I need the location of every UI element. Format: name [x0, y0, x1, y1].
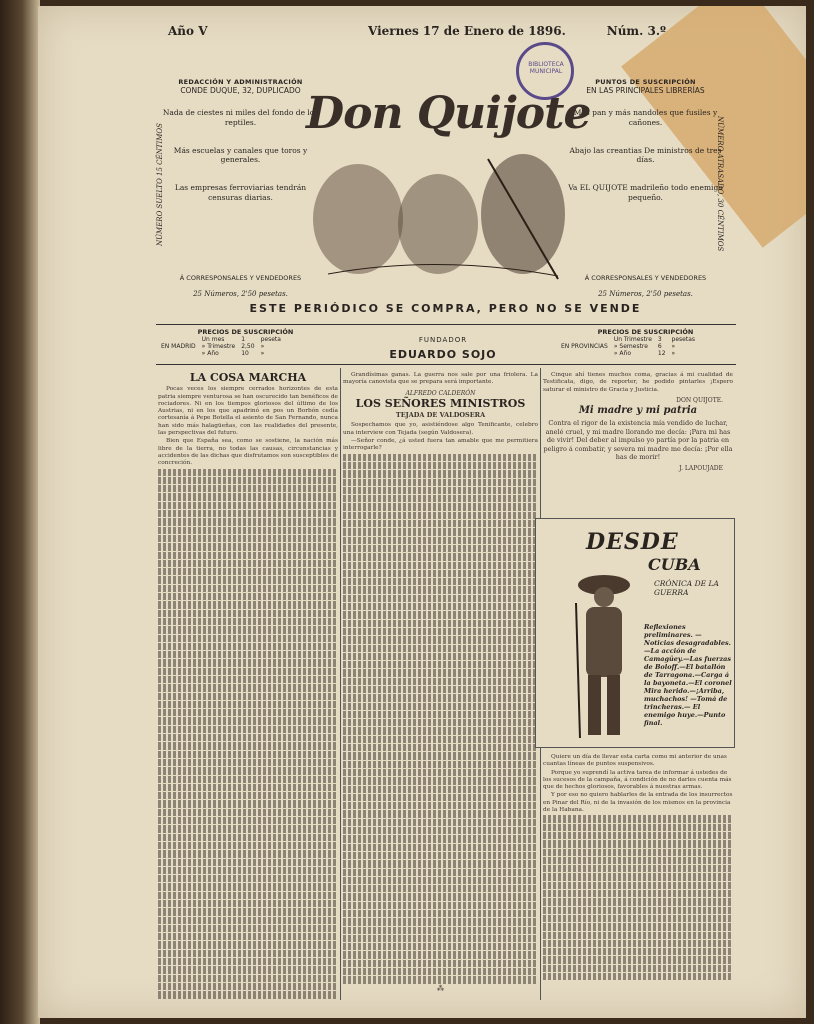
subscription-right [558, 328, 733, 357]
article-column-3 [543, 372, 733, 475]
table-cell: 3 [657, 336, 662, 343]
article-column-1 [158, 372, 338, 1000]
table-cell: pesetas [671, 336, 696, 343]
table-cell: » Año [613, 350, 631, 357]
poem-text: Contra el rigor de la existencia mía vendido de luchar, anelé cruel, y mi madre llorando me decía: ¡Para mi has de vivir! Del deber al impulso yo partía por la patria en peligro á combatir, y severa mi madre me decía: ¡Por ella has de morir! [543, 419, 733, 462]
poem-title: Mi madre y mi patria [578, 405, 698, 417]
article-paragraph: —Señor conde, ¿á usted fuera tan amable que me permitiera interrogarle? [343, 438, 538, 452]
subscription-left-table [158, 336, 284, 357]
left-info-price: 25 Números, 2'50 pesetas. [193, 290, 288, 298]
issue-number: Núm. 3.º [606, 24, 666, 38]
book-binding [0, 0, 40, 1024]
subscription-left-title: PRECIOS DE SUSCRIPCIÓN [197, 328, 294, 336]
article-paragraph: Grandísimas ganas. La guerra nos sale por una friolera. La mayoría canovista que se prepara será importante. [343, 372, 538, 386]
issue-year: Año V [168, 24, 208, 38]
table-cell: 10 [241, 350, 249, 357]
left-info [158, 78, 323, 298]
article-paragraph: Quiere un día de llevar esta carta como mi anterior de unas cuantas líneas de puntos suspensivos. [543, 754, 727, 768]
right-info-title: PUNTOS DE SUSCRIPCIÓN [595, 78, 696, 86]
right-info-line: Abajo las creantias De ministros de tres días. [569, 145, 722, 165]
cuba-chronicle-label: CRÓNICA DE LA GUERRA [654, 579, 719, 597]
article-subheading: TEJADA DE VALDOSERA [395, 411, 486, 420]
cuba-title: DESDE [586, 529, 679, 555]
newspaper-logo: Don Quijote [306, 88, 591, 139]
body-shape [586, 607, 622, 677]
table-cell: » Año [201, 350, 219, 357]
ornament-icon: ⁂ [437, 984, 444, 993]
table-cell: Un mes [201, 336, 225, 343]
article-signature: ALFREDO CALDERÓN [405, 389, 476, 397]
subscription-left-place: EN MADRID [161, 343, 196, 350]
right-info-line: Más pan y más nandoles que fusiles y cañones. [573, 108, 718, 127]
cuba-summary: Reflexiones preliminares. — Noticias desagradables.—La acción de Camagüey.—Las fuerzas de Boloff.—El batallón de Tarragona.—Carga á la bayoneta.—El coronel Mira herido.—¡Arriba, muchachos! —Tomá de trincheras.— El enemigo huye.—Punto final. [644, 623, 732, 727]
table-cell: 2,50 [241, 343, 255, 350]
subscription-right-place: EN PROVINCIAS [561, 343, 608, 350]
soldier-illustration [566, 563, 641, 743]
cuba-article-text [543, 754, 733, 981]
rifle-shape [576, 603, 580, 738]
figure-center-silhouette [398, 174, 478, 274]
left-info-footer: Á CORRESPONSALES Y VENDEDORES [179, 274, 302, 282]
rule-bottom [156, 364, 736, 365]
right-info-price: 25 Números, 2'50 pesetas. [598, 290, 693, 298]
article-paragraph: Y por eso no quiero hablarles de la entrada de los insurrectos en Pinar del Río, ni de la invasión de los mismos en la provincia de la Habana. [543, 792, 733, 814]
right-info-subtitle: EN LAS PRINCIPALES LIBRERÍAS [586, 86, 705, 96]
table-cell: Un Trimestre [613, 336, 652, 343]
left-info-line: Las empresas ferroviarias tendrán censuras diarias. [174, 183, 307, 202]
column-divider [340, 368, 341, 1000]
left-info-address: CONDE DUQUE, 32, DUPLICADO [180, 86, 301, 96]
left-info-title: REDACCIÓN Y ADMINISTRACIÓN [178, 78, 303, 86]
figure-left-silhouette [313, 164, 403, 274]
vertical-price-right: NÚMERO ATRASADO, 30 CÉNTIMOS [716, 116, 724, 252]
masthead-illustration [308, 154, 573, 284]
leg-shape [607, 675, 620, 735]
article-paragraph: Porque yo suprendí la activa tarea de informar á ustedes de los sucesos de la campaña, á condición de no darles cuenta más que de hechos gloriosos, favorables á nuestras armas. [543, 769, 732, 791]
head-shape [594, 587, 614, 607]
article-paragraph: Bien que España sea, como se sostiene, la nación más libre de la tierra, no todas las causas, circunstancias y accidentes de las dichas que disfrutamos son susceptibles de concreción. [158, 438, 338, 467]
table-cell: » [671, 343, 676, 350]
masthead-top [158, 22, 766, 44]
vertical-price-left: NÚMERO SUELTO 15 CÉNTIMOS [156, 123, 164, 246]
issue-date: Viernes 17 de Enero de 1896. [368, 24, 566, 38]
left-info-line: Más escuelas y canales que toros y generales. [173, 145, 308, 165]
table-cell: 12 [657, 350, 666, 357]
article-column-2 [343, 372, 538, 993]
founder-name: EDUARDO SOJO [389, 348, 497, 361]
table-cell: » Trimestre [201, 343, 236, 350]
table-cell: peseta [260, 336, 281, 343]
right-info-line: Va EL QUIJOTE madrileño todo enemigo pequeño. [568, 183, 723, 202]
subscription-left [158, 328, 333, 357]
table-cell: » [260, 343, 265, 350]
motto: ESTE PERIÓDICO SE COMPRA, PERO NO SE VENDE [249, 302, 642, 315]
subscription-right-title: PRECIOS DE SUSCRIPCIÓN [597, 328, 694, 336]
right-info-footer: Á CORRESPONSALES Y VENDEDORES [584, 274, 707, 282]
article-paragraph: Cinque ahí tienes muchos coma, gracias á mi cualidad de Testificata, digo, de reporter, he podido pintarles ¡Espero saturar el ministro de Gracia y Justicia. [543, 372, 733, 393]
table-cell: » [260, 350, 265, 357]
cuba-chronicle-box [535, 518, 735, 748]
article-paragraph: Sospechamos que yo, asistiéndose algo Tenificante, celebro una interview con Tejada (según Valdosera). [343, 422, 538, 436]
article-paragraph: Pocas veces los siempre cerrados horizontes de esta patria siempre venturosa se han oscurecido tan benéficos de rociadores. Ni en los tiempos gloriosos del último de los Austrias, ni en los que apadrinó en pos un Borbón cedía cortesanía á Pepe Botella el asiento de San Fernando, nunca han sido más halagüeñas, con las realidades del presente, las perspectivas del futuro. [158, 386, 338, 437]
cuba-subtitle: CUBA [648, 555, 701, 574]
article-heading: LA COSA MARCHA [189, 371, 307, 384]
left-info-line: Nada de ciestes ni miles del fondo de los reptiles. [162, 108, 319, 127]
table-cell: » Semestre [613, 343, 648, 350]
newspaper-page [38, 6, 806, 1018]
article-signature: DON QUIJOTE. [676, 396, 723, 404]
founder-box [343, 336, 543, 361]
article-heading: LOS SEÑORES MINISTROS [355, 396, 526, 410]
rule-top [156, 324, 736, 325]
table-cell: 1 [241, 336, 246, 343]
poem-signature: J. LAPOUJADE [679, 464, 723, 472]
table-cell: 6 [657, 343, 662, 350]
stamp-text: BIBLIOTECA MUNICIPAL [528, 61, 564, 75]
leg-shape [588, 675, 601, 735]
figure-right-silhouette [481, 154, 565, 274]
table-cell: » [671, 350, 676, 357]
founder-label: FUNDADOR [418, 336, 468, 344]
subscription-right-table [558, 336, 698, 357]
